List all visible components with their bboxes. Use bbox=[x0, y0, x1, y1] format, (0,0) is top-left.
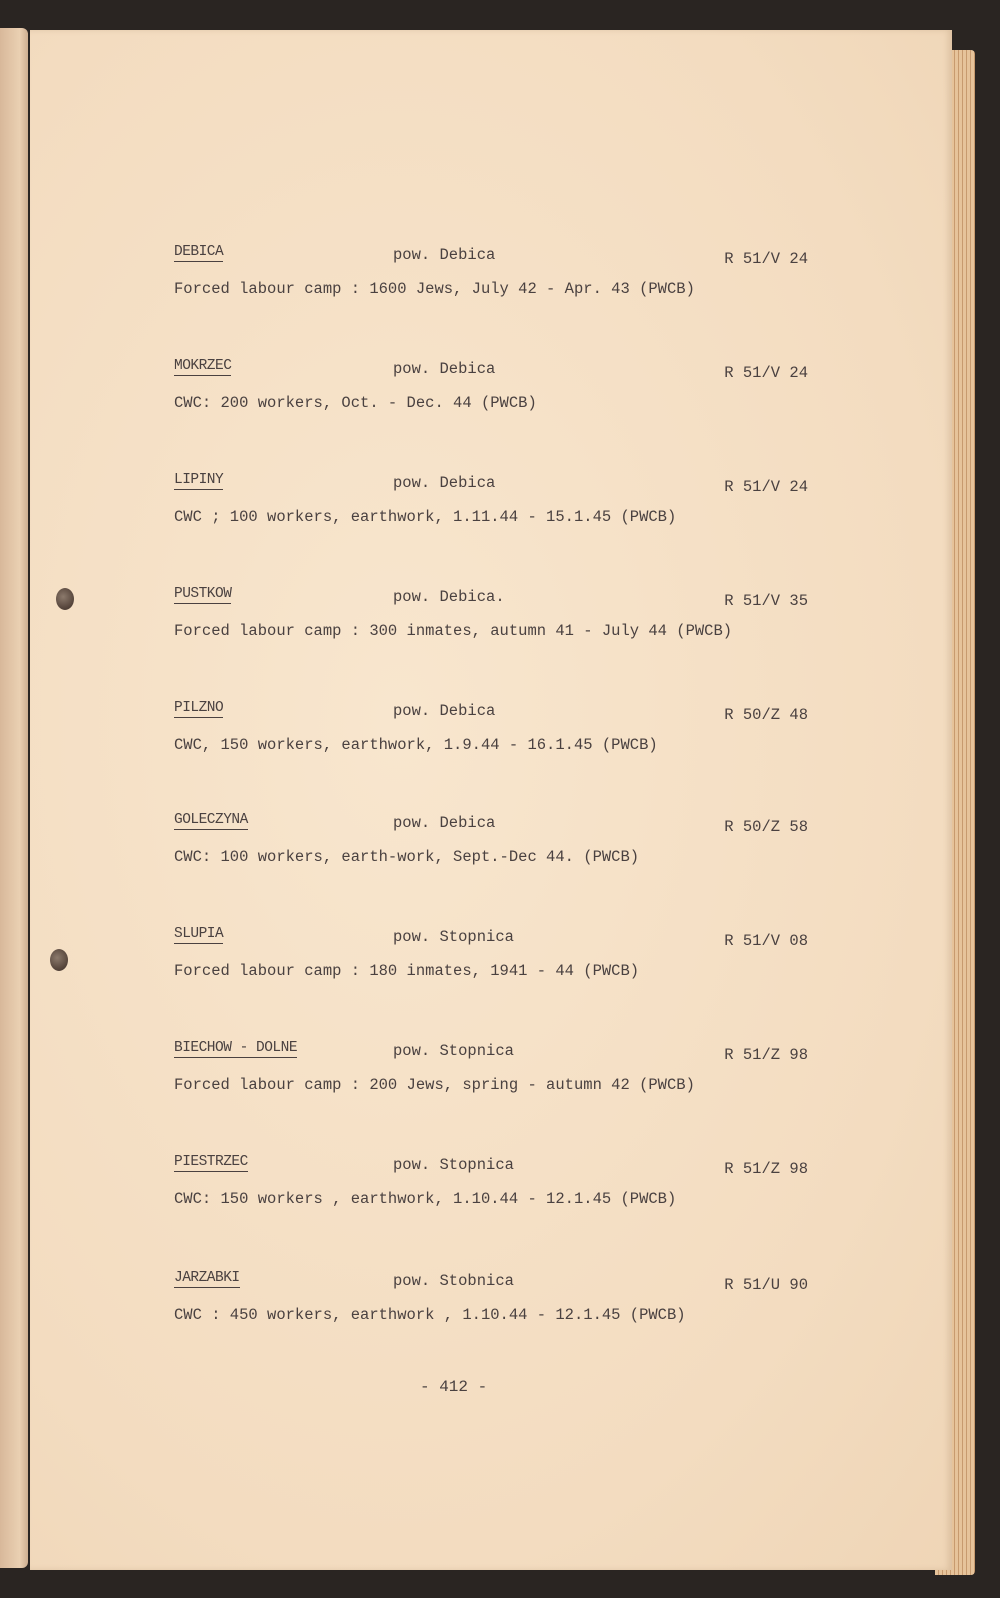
entry-detail: Forced labour camp : 180 inmates, 1941 - 44 (PWCB) bbox=[174, 962, 640, 980]
entry-detail: Forced labour camp : 200 Jews, spring - autumn 42 (PWCB) bbox=[174, 1076, 695, 1094]
entry-pilzno bbox=[168, 700, 808, 780]
entry-detail: CWC: 200 workers, Oct. - Dec. 44 (PWCB) bbox=[174, 394, 537, 412]
entry-detail: Forced labour camp : 300 inmates, autumn 41 - July 44 (PWCB) bbox=[174, 622, 733, 640]
entry-reference: R 50/Z 58 bbox=[724, 818, 808, 836]
entry-reference: R 51/V 24 bbox=[724, 478, 808, 496]
entry-place: BIECHOW - DOLNE bbox=[174, 1040, 298, 1056]
entry-jarzabki bbox=[168, 1270, 808, 1350]
entry-place: PILZNO bbox=[174, 700, 224, 716]
entry-reference: R 51/V 24 bbox=[724, 364, 808, 382]
entry-district: pow. Stobnica bbox=[393, 1272, 514, 1290]
entry-place: GOLECZYNA bbox=[174, 812, 248, 828]
entry-reference: R 51/Z 98 bbox=[724, 1046, 808, 1064]
entry-reference: R 51/V 35 bbox=[724, 592, 808, 610]
entry-slupia bbox=[168, 926, 808, 1006]
entry-mokrzec bbox=[168, 358, 808, 438]
entry-place: LIPINY bbox=[174, 472, 224, 488]
entry-reference: R 51/V 24 bbox=[724, 250, 808, 268]
entry-district: pow. Debica bbox=[393, 814, 496, 832]
entry-place: DEBICA bbox=[174, 244, 224, 260]
entry-detail: CWC, 150 workers, earthwork, 1.9.44 - 16.1.45 (PWCB) bbox=[174, 736, 658, 754]
entry-reference: R 51/Z 98 bbox=[724, 1160, 808, 1178]
entry-pustkow bbox=[168, 586, 808, 666]
entry-detail: CWC: 150 workers , earthwork, 1.10.44 - 12.1.45 (PWCB) bbox=[174, 1190, 677, 1208]
page-number: - 412 - bbox=[420, 1378, 488, 1396]
entry-place: PIESTRZEC bbox=[174, 1154, 248, 1170]
entry-place: JARZABKI bbox=[174, 1270, 240, 1286]
entry-district: pow. Debica bbox=[393, 360, 496, 378]
entry-place: PUSTKOW bbox=[174, 586, 232, 602]
entry-reference: R 51/V 08 bbox=[724, 932, 808, 950]
entry-goleczyna bbox=[168, 812, 808, 892]
entry-detail: CWC ; 100 workers, earthwork, 1.11.44 - 15.1.45 (PWCB) bbox=[174, 508, 677, 526]
entry-district: pow. Debica. bbox=[393, 588, 505, 606]
entry-district: pow. Stopnica bbox=[393, 928, 514, 946]
entry-debica bbox=[168, 244, 808, 324]
entry-reference: R 51/U 90 bbox=[724, 1276, 808, 1294]
entry-district: pow. Debica bbox=[393, 474, 496, 492]
entry-district: pow. Stopnica bbox=[393, 1042, 514, 1060]
entry-lipiny bbox=[168, 472, 808, 552]
entry-piestrzec bbox=[168, 1154, 808, 1234]
entry-detail: Forced labour camp : 1600 Jews, July 42 - Apr. 43 (PWCB) bbox=[174, 280, 695, 298]
entry-biechow-dolne bbox=[168, 1040, 808, 1120]
entry-district: pow. Stopnica bbox=[393, 1156, 514, 1174]
entry-detail: CWC : 450 workers, earthwork , 1.10.44 - 12.1.45 (PWCB) bbox=[174, 1306, 686, 1324]
entry-place: SLUPIA bbox=[174, 926, 224, 942]
entry-place: MOKRZEC bbox=[174, 358, 232, 374]
entry-district: pow. Debica bbox=[393, 702, 496, 720]
entry-district: pow. Debica bbox=[393, 246, 496, 264]
entry-detail: CWC: 100 workers, earth-work, Sept.-Dec 44. (PWCB) bbox=[174, 848, 640, 866]
entry-reference: R 50/Z 48 bbox=[724, 706, 808, 724]
